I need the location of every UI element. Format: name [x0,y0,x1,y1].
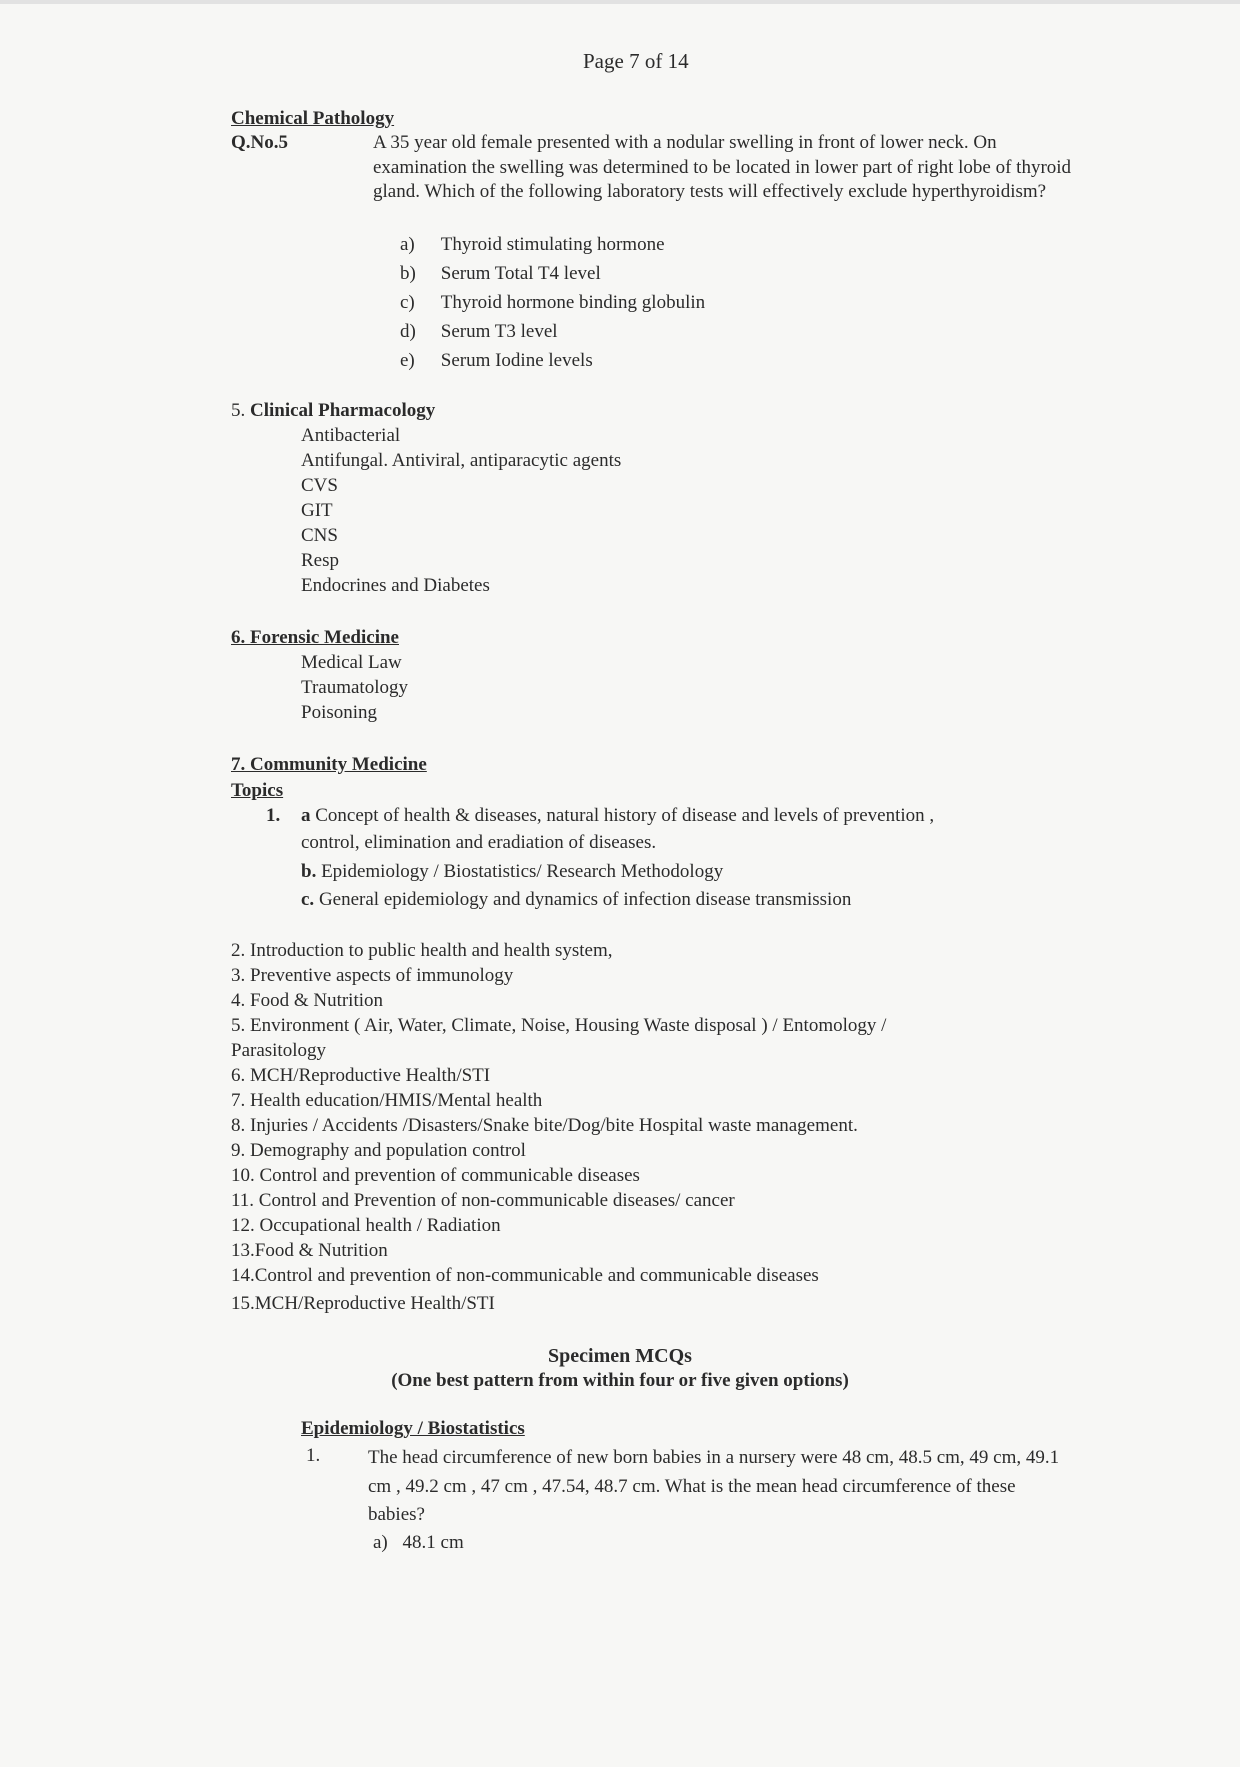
option-letter: a) [373,1532,388,1553]
topic-1b [301,860,723,884]
option-item [400,262,601,286]
scan-border [0,0,1240,4]
option-text: 48.1 cm [402,1532,464,1553]
option-letter: a) [400,234,415,255]
option-text: Serum Total T4 level [440,263,601,284]
option-text: Serum Iodine levels [440,350,593,371]
pharmacology-item: CVS [301,475,338,496]
topic-list-item: 10. Control and prevention of communicable diseases [231,1165,640,1186]
pharmacology-item: CNS [301,525,338,546]
pharmacology-item: GIT [301,500,333,521]
topic-text: Concept of health & diseases, natural history of disease and levels of prevention , [315,805,935,826]
question-number: Q.No.5 [231,132,288,153]
topic-list-item: 4. Food & Nutrition [231,990,384,1011]
mcq-option [373,1531,464,1555]
topic-letter: c. [301,889,315,910]
pharmacology-item: Resp [301,550,339,571]
topic-text: Epidemiology / Biostatistics/ Research Methodology [321,861,724,882]
forensic-item: Medical Law [301,652,402,673]
topic-list-item: Parasitology [231,1040,326,1061]
topic-list-item: 9. Demography and population control [231,1140,526,1161]
question-text: A 35 year old female presented with a nodular swelling in front of lower neck. On examination the swelling was determined to be located in lower part of right lobe of thyroid gland. Which of the following laboratory tests will effectively exclude hyperthyroidism? [373,132,1072,202]
pharmacology-item: Endocrines and Diabetes [301,575,490,596]
topic-list-item: 5. Environment ( Air, Water, Climate, Noise, Housing Waste disposal ) / Entomology / [231,1015,887,1036]
clinical-pharmacology-heading [231,399,435,423]
section-number: 5. [231,400,246,421]
mcq-number: 1. [306,1445,321,1466]
topic-list-item: 11. Control and Prevention of non-communicable diseases/ cancer [231,1190,735,1211]
chemical-pathology-heading: Chemical Pathology [231,108,395,129]
option-text: Thyroid hormone binding globulin [440,292,706,313]
option-letter: b) [400,263,416,284]
mcq-question: The head circumference of new born babies in a nursery were 48 cm, 48.5 cm, 49 cm, 49.1 cm , 49.2 cm , 47 cm , 47.54, 48.7 cm. What is the mean head circumference of these babies? [368,1447,1060,1525]
forensic-item: Traumatology [301,677,408,698]
section-title: Clinical Pharmacology [250,400,436,421]
topic-list-item: 3. Preventive aspects of immunology [231,965,514,986]
option-item [400,320,558,344]
topic-1a [301,804,934,828]
pharmacology-item: Antifungal. Antiviral, antiparacytic agents [301,450,622,471]
topic-list-item: 6. MCH/Reproductive Health/STI [231,1065,491,1086]
forensic-item: Poisoning [301,702,378,723]
topic-letter: a [301,805,311,826]
forensic-medicine-heading: 6. Forensic Medicine [231,627,399,648]
topic-number: 1. [266,805,281,826]
topic-1c [301,888,851,912]
option-letter: e) [400,350,415,371]
pharmacology-item: Antibacterial [301,425,401,446]
option-item [400,349,593,373]
epidemiology-heading: Epidemiology / Biostatistics [301,1418,525,1439]
topic-list-item: 12. Occupational health / Radiation [231,1215,501,1236]
topic-1a-continued: control, elimination and eradiation of diseases. [301,832,657,853]
specimen-subtitle: (One best pattern from within four or five given options) [391,1370,849,1391]
option-item [400,291,705,315]
topic-list-item: 8. Injuries / Accidents /Disasters/Snake bite/Dog/bite Hospital waste management. [231,1115,858,1136]
specimen-title: Specimen MCQs [548,1345,692,1367]
topic-list-item: 14.Control and prevention of non-communicable and communicable diseases [231,1265,819,1286]
option-text: Thyroid stimulating hormone [440,234,665,255]
topic-text: General epidemiology and dynamics of infection disease transmission [318,889,852,910]
page-number: Page 7 of 14 [583,49,689,73]
topic-letter: b. [301,861,317,882]
topic-list-item: 7. Health education/HMIS/Mental health [231,1090,543,1111]
community-medicine-heading: 7. Community Medicine [231,754,427,775]
topics-label: Topics [231,780,284,801]
topic-list-item: 15.MCH/Reproductive Health/STI [231,1293,495,1314]
topic-list-item: 2. Introduction to public health and health system, [231,940,613,961]
option-letter: c) [400,292,415,313]
option-text: Serum T3 level [440,321,558,342]
option-letter: d) [400,321,416,342]
topic-list-item: 13.Food & Nutrition [231,1240,388,1261]
option-item [400,233,665,257]
